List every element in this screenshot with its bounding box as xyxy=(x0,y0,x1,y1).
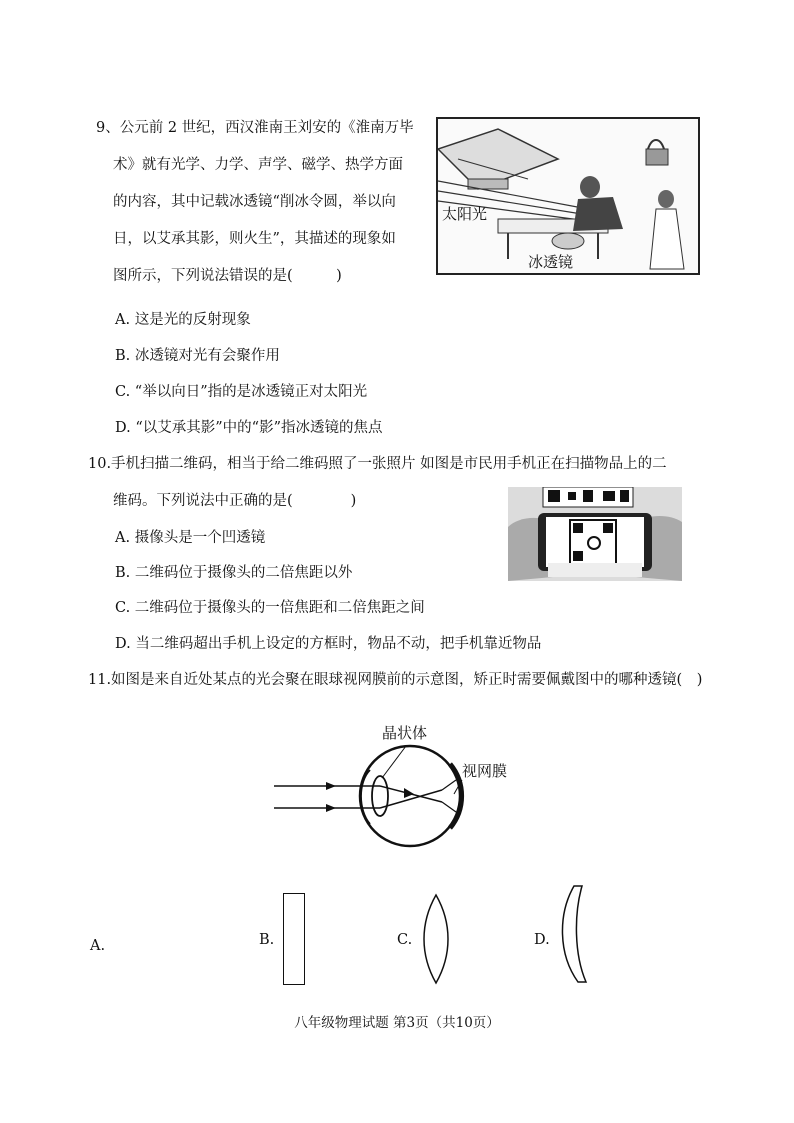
sun-light-label: 太阳光 xyxy=(442,205,488,223)
q9-option-a: A. 这是光的反射现象 xyxy=(115,312,251,328)
convex-lens-shape xyxy=(418,893,454,985)
q9-option-b: B. 冰透镜对光有会聚作用 xyxy=(115,348,280,364)
q9-line-4: 日，以艾承其影，则火生”，其描述的现象如 xyxy=(113,231,396,247)
q9-option-d: D. “以艾承其影”中的“影”指冰透镜的焦点 xyxy=(115,420,383,436)
page-footer: 八年级物理试题 第3页（共10页） xyxy=(294,1015,500,1031)
q10-option-d: D. 当二维码超出手机上设定的方框时，物品不动，把手机靠近物品 xyxy=(115,636,542,652)
q10-line-1: 10.手机扫描二维码，相当于给二维码照了一张照片 如图是市民用手机正在扫描物品上的二 xyxy=(88,456,667,472)
ice-lens-illustration xyxy=(436,117,700,275)
ice-lens-drawing xyxy=(438,119,698,273)
q9-line-2: 术》就有光学、力学、声学、磁学、热学方面 xyxy=(113,157,403,173)
q11-choice-a-label: A. xyxy=(90,938,106,954)
q9-line-1: 9、公元前 2 世纪，西汉淮南王刘安的《淮南万毕 xyxy=(96,120,414,136)
q10-option-b: B. 二维码位于摄像头的二倍焦距以外 xyxy=(115,565,353,581)
q11-choice-b-label: B. xyxy=(259,932,275,948)
q11-line: 11.如图是来自近处某点的光会聚在眼球视网膜前的示意图，矫正时需要佩戴图中的哪种透镜( ) xyxy=(88,672,703,688)
q9-option-c: C. “举以向日”指的是冰透镜正对太阳光 xyxy=(115,384,368,400)
flat-glass-plate-shape xyxy=(283,893,305,985)
crystalline-lens-label: 晶状体 xyxy=(382,724,428,742)
retina-label: 视网膜 xyxy=(462,762,508,780)
q10-option-a: A. 摄像头是一个凹透镜 xyxy=(115,530,266,546)
phone-scanning-photo xyxy=(508,487,682,581)
q11-choice-c-label: C. xyxy=(397,932,413,948)
ice-lens-label: 冰透镜 xyxy=(528,253,574,271)
meniscus-lens-shape xyxy=(552,884,592,984)
q11-choice-d-label: D. xyxy=(534,932,550,948)
q9-line-5: 图所示，下列说法错误的是( ) xyxy=(113,268,342,284)
q9-line-3: 的内容，其中记载冰透镜“削冰令圆，举以向 xyxy=(113,194,396,210)
eye-diagram xyxy=(270,720,530,870)
phone-qr-drawing xyxy=(508,487,682,581)
q10-line-2: 维码。下列说法中正确的是( ) xyxy=(113,493,357,509)
q10-option-c: C. 二维码位于摄像头的一倍焦距和二倍焦距之间 xyxy=(115,600,425,616)
